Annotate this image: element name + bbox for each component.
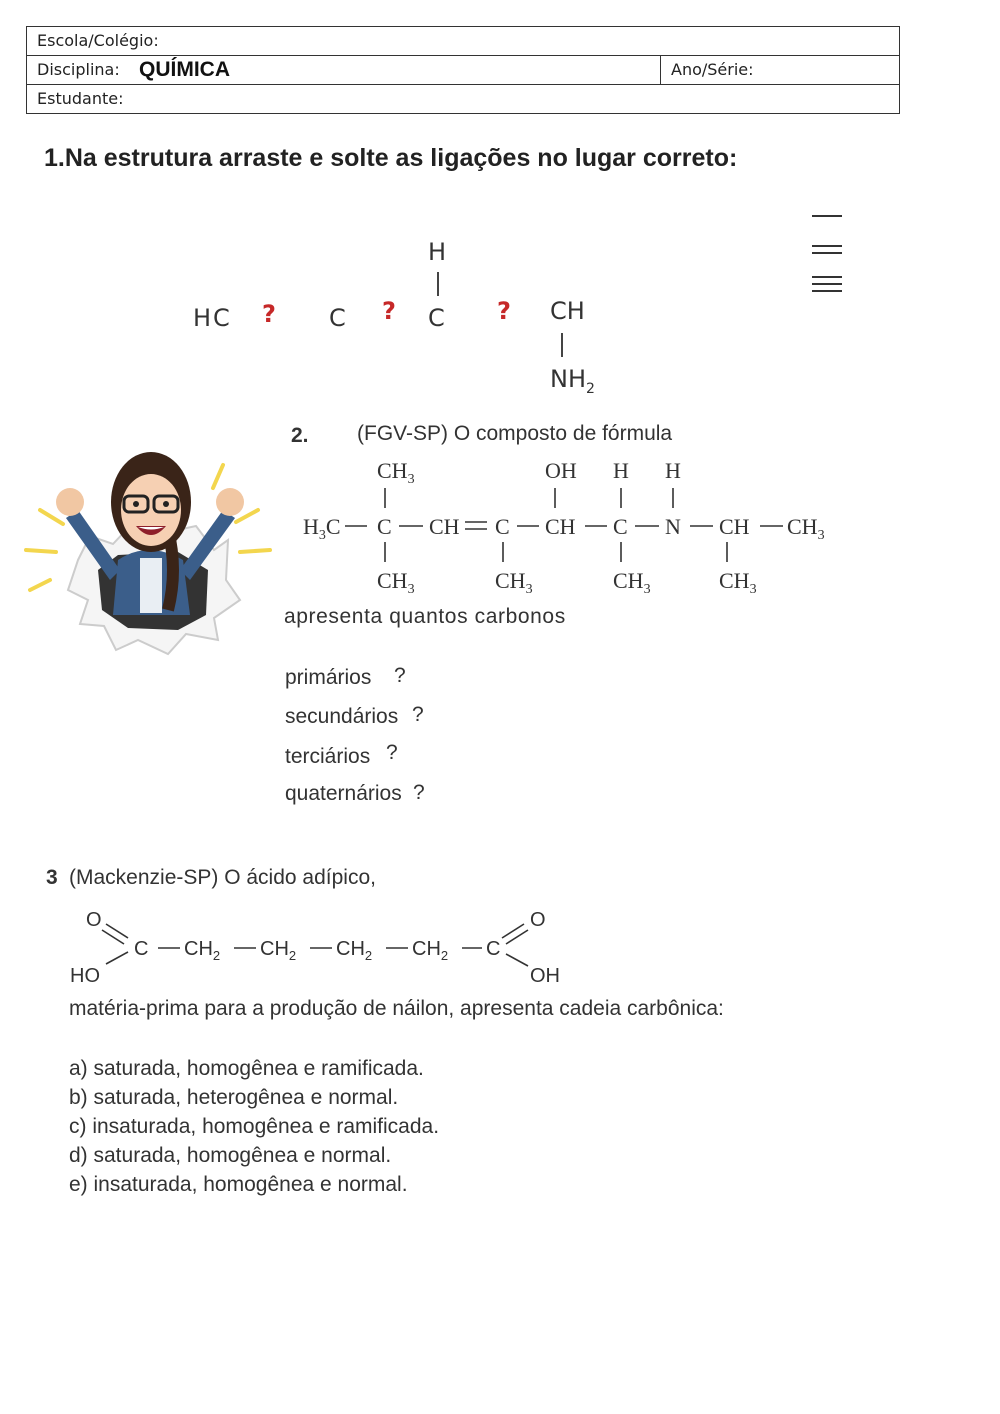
discipline-label: Disciplina:	[37, 60, 120, 79]
option-e[interactable]: e) insaturada, homogênea e normal.	[69, 1173, 408, 1196]
answer-slot-terciarios[interactable]: ?	[386, 741, 398, 764]
question-3-intro: (Mackenzie-SP) O ácido adípico,	[69, 866, 376, 889]
year-label: Ano/Série:	[671, 60, 754, 79]
svg-text:CH2: $CH_2$	[184, 938, 221, 963]
nh-text: NH	[550, 365, 586, 393]
atom-ch: CH	[550, 297, 585, 325]
single-bond-vertical	[437, 272, 439, 296]
atom-h: H	[428, 238, 447, 266]
atom-c1: C	[329, 304, 346, 332]
bond-drop-slot-1[interactable]: ?	[262, 300, 276, 328]
school-row	[27, 27, 899, 56]
svg-text:CH2: $CH_2$	[412, 938, 449, 963]
svg-text:C: C	[134, 938, 149, 960]
option-c[interactable]: c) insaturada, homogênea e ramificada.	[69, 1115, 440, 1138]
svg-text:O: O	[530, 909, 546, 931]
svg-text:CH: CH	[545, 514, 576, 539]
student-row	[27, 85, 899, 113]
svg-text:OH: OH	[530, 965, 560, 987]
svg-text:N: N	[665, 514, 681, 539]
svg-text:CH2: $CH_2$	[336, 938, 373, 963]
school-label: Escola/Colégio:	[37, 31, 159, 50]
question-2-prompt: apresenta quantos carbonos	[284, 605, 566, 628]
column-divider	[660, 56, 661, 84]
answer-slot-primarios[interactable]: ?	[394, 664, 406, 687]
item-quaternarios: quaternários	[285, 782, 402, 805]
answer-slot-secundarios[interactable]: ?	[412, 703, 424, 726]
item-secundarios: secundários	[285, 705, 399, 728]
svg-text:CH3: $CH_3$	[495, 568, 533, 597]
svg-text:O: O	[86, 909, 102, 931]
header-table	[26, 26, 900, 114]
subscript: 2	[586, 380, 595, 397]
adipic-acid-formula	[66, 902, 576, 992]
option-b[interactable]: b) saturada, heterogênea e normal.	[69, 1086, 399, 1109]
svg-text:CH3: $CH_3$	[377, 568, 415, 597]
question-1-title: 1.Na estrutura arraste e solte as ligações no lugar correto:	[44, 144, 738, 172]
svg-text:HO: HO	[70, 965, 100, 987]
question-3-text: matéria-prima para a produção de náilon, apresenta cadeia carbônica:	[69, 997, 724, 1020]
svg-text:C: C	[613, 514, 628, 539]
question-2-intro: (FGV-SP) O composto de fórmula	[357, 422, 673, 445]
question-2-number: 2.	[291, 424, 309, 447]
svg-text:H3C: $H_3C$	[303, 514, 341, 543]
atom-hc: HC	[193, 304, 232, 332]
item-terciarios: terciários	[285, 745, 371, 768]
item-primarios: primários	[285, 666, 372, 689]
svg-text:CH3: $CH_3$	[787, 514, 825, 543]
svg-text:C: C	[377, 514, 392, 539]
single-bond-option[interactable]	[812, 215, 842, 222]
svg-text:H: H	[665, 458, 681, 483]
question-3-number: 3	[46, 866, 58, 889]
discipline-value: QUÍMICA	[139, 58, 230, 81]
svg-text:CH: CH	[429, 514, 460, 539]
svg-text:CH3: $CH_3$	[377, 458, 415, 487]
svg-text:H: H	[613, 458, 629, 483]
answer-slot-quaternarios[interactable]: ?	[413, 781, 425, 804]
svg-text:CH: CH	[719, 514, 750, 539]
svg-text:CH2: $CH_2$	[260, 938, 297, 963]
svg-text:C: C	[486, 938, 501, 960]
single-bond-vertical	[561, 333, 563, 357]
student-label: Estudante:	[37, 89, 124, 108]
atom-nh2	[550, 365, 595, 397]
discipline-row	[27, 56, 899, 85]
bond-drop-slot-2[interactable]: ?	[382, 297, 396, 325]
svg-text:C: C	[495, 514, 510, 539]
triple-bond-option[interactable]	[812, 276, 842, 297]
svg-text:CH3: $CH_3$	[613, 568, 651, 597]
option-d[interactable]: d) saturada, homogênea e normal.	[69, 1144, 392, 1167]
double-bond-option[interactable]	[812, 245, 842, 259]
q2-structural-formula	[295, 450, 840, 600]
svg-text:CH3: $CH_3$	[719, 568, 757, 597]
atom-c2: C	[428, 304, 445, 332]
svg-text:OH: OH	[545, 458, 577, 483]
character-illustration	[18, 440, 280, 660]
option-a[interactable]: a) saturada, homogênea e ramificada.	[69, 1057, 424, 1080]
bond-drop-slot-3[interactable]: ?	[497, 297, 511, 325]
